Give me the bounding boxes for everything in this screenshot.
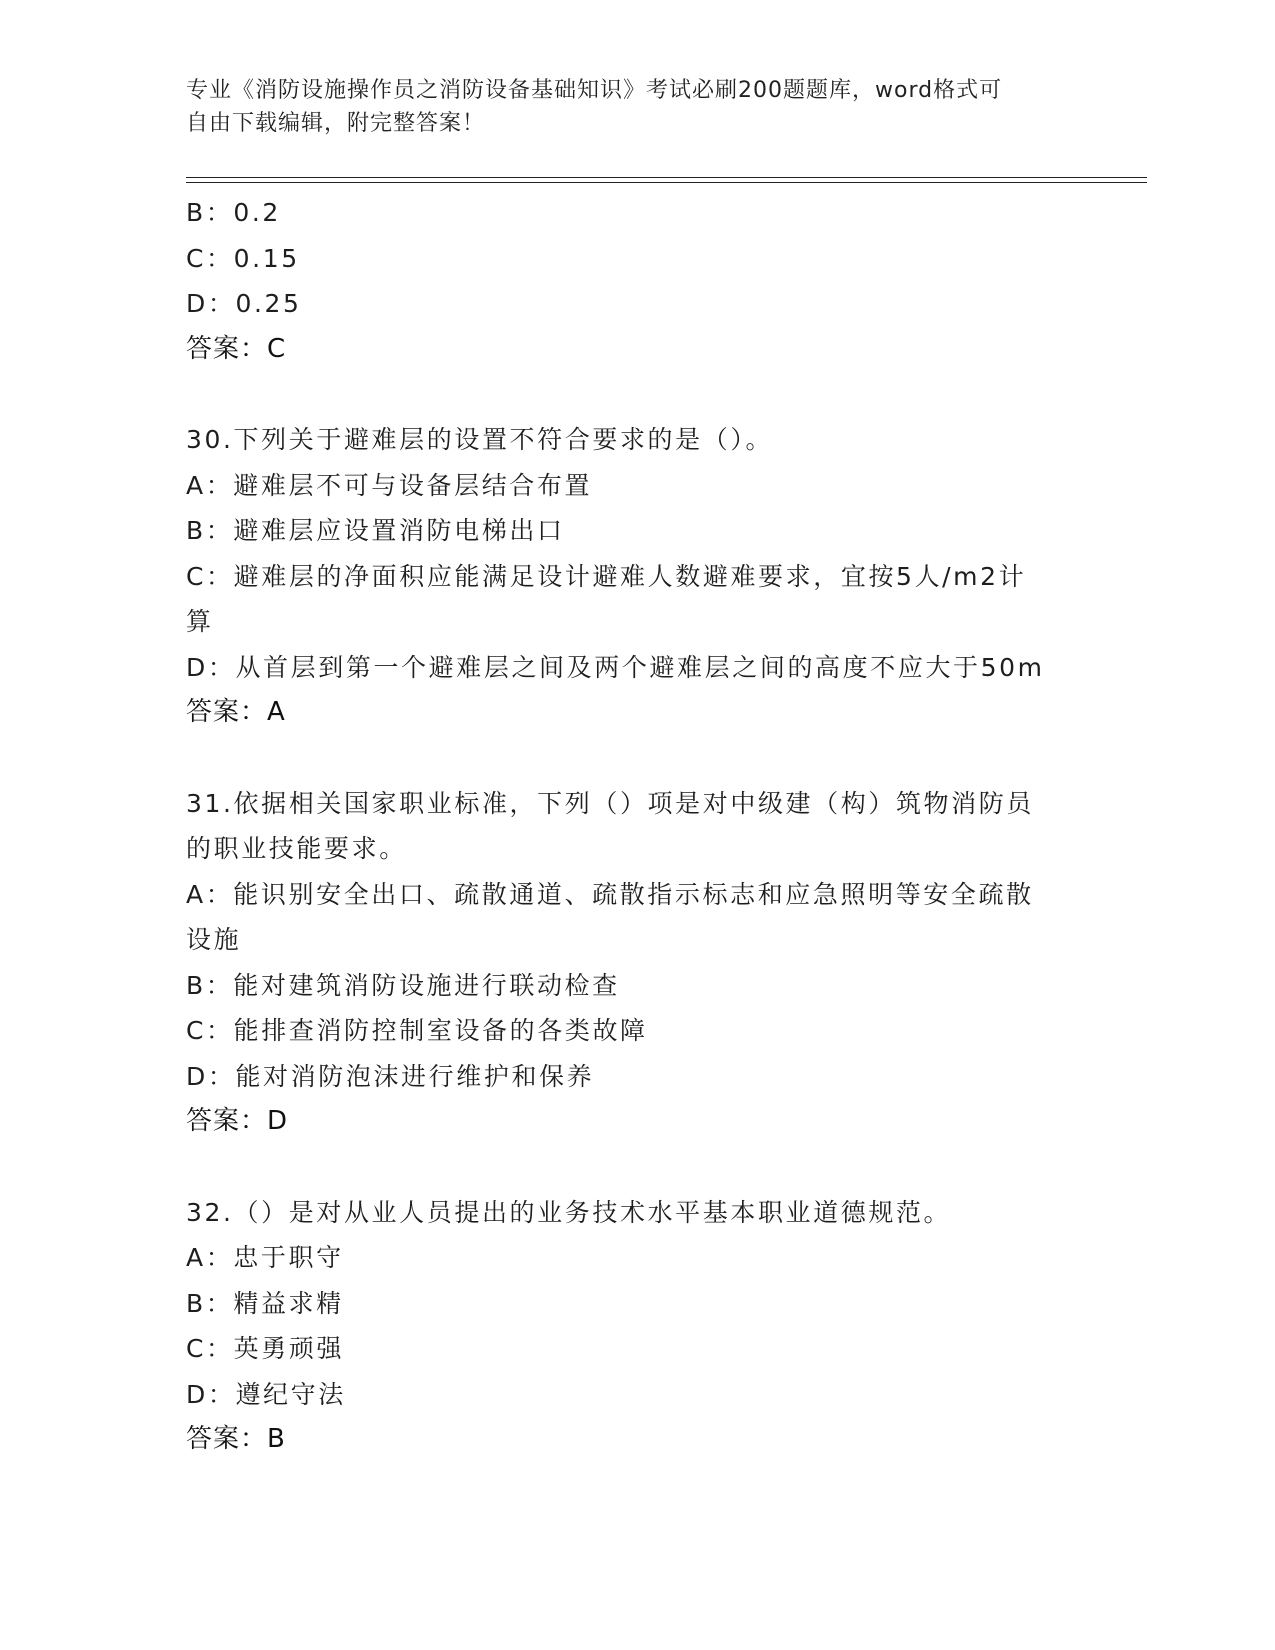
- question-title-line-2: 的职业技能要求。: [186, 834, 407, 863]
- option-b: B：精益求精: [186, 1288, 344, 1318]
- option-a-line-1: A：能识别安全出口、疏散通道、疏散指示标志和应急照明等安全疏散: [186, 879, 1034, 909]
- question-31: [186, 781, 1066, 1145]
- option-c-line-2: 算: [186, 607, 214, 636]
- option-b: B：能对建筑消防设施进行联动检查: [186, 970, 620, 1000]
- option-a: A：忠于职守: [186, 1243, 344, 1272]
- option-c: C：0.15: [186, 243, 300, 273]
- question-title-line-1: 31.依据相关国家职业标准，下列（）项是对中级建（构）筑物消防员: [186, 788, 1034, 818]
- option-c-line-1: C：避难层的净面积应能满足设计避难人数避难要求，宜按5人/m2计: [186, 561, 1027, 591]
- answer: 答案：C: [186, 333, 287, 364]
- question-30: [186, 417, 1066, 736]
- option-a-line-2: 设施: [186, 925, 242, 954]
- question-title: [186, 781, 1066, 872]
- option-b: B：避难层应设置消防电梯出口: [186, 516, 565, 545]
- option-a: [186, 872, 1066, 963]
- question-title: 32.（）是对从业人员提出的业务技术水平基本职业道德规范。: [186, 1197, 952, 1227]
- partial-question: [186, 190, 1066, 372]
- question-title: 30.下列关于避难层的设置不符合要求的是（）。: [186, 425, 774, 454]
- header-line-1: 专业《消防设施操作员之消防设备基础知识》考试必刷200题题库，word格式可: [186, 78, 1003, 103]
- header-rule-top: [186, 177, 1147, 178]
- option-d: D：0.25: [186, 289, 302, 318]
- header-rule-bottom: [186, 182, 1147, 183]
- header-line-2: 自由下载编辑，附完整答案！: [186, 111, 486, 136]
- question-32: [186, 1190, 1066, 1463]
- option-d: D：从首层到第一个避难层之间及两个避难层之间的高度不应大于50m: [186, 652, 1045, 682]
- option-c: C：能排查消防控制室设备的各类故障: [186, 1016, 648, 1045]
- option-d: D：能对消防泡沫进行维护和保养: [186, 1061, 595, 1091]
- option-d: D：遵纪守法: [186, 1379, 346, 1409]
- answer: 答案：B: [186, 1424, 286, 1454]
- question-list: [186, 190, 1066, 1463]
- answer: 答案：D: [186, 1106, 289, 1136]
- option-b: B：0.2: [186, 198, 281, 227]
- answer: 答案：A: [186, 697, 286, 727]
- option-c: C：英勇顽强: [186, 1334, 345, 1363]
- option-a: A：避难层不可与设备层结合布置: [186, 470, 593, 500]
- page-header: [186, 74, 1066, 140]
- option-c: [186, 554, 1066, 645]
